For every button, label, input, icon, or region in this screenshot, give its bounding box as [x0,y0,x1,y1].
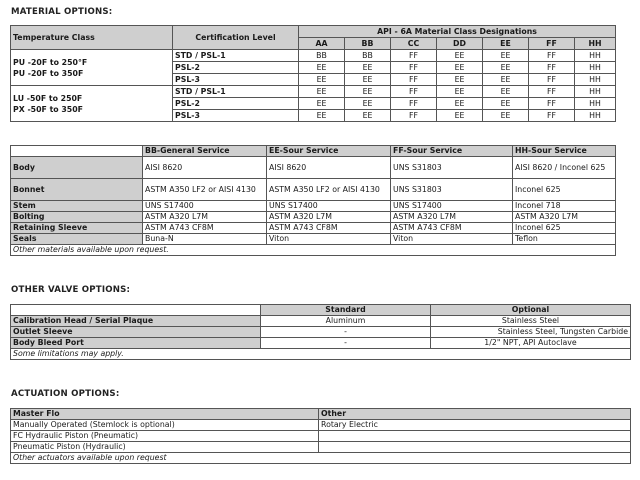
class-cell: HH [575,98,616,110]
class-cell: FF [529,74,575,86]
certification-cell: STD / PSL-1 [173,50,299,62]
other-valve-options-table [10,304,631,360]
class-cell: HH [575,110,616,122]
temperature-group [11,50,173,86]
material-cell: ASTM A350 LF2 or AISI 4130 [143,179,267,201]
standard-cell: - [261,338,431,349]
material-cell: UNS S31803 [391,179,513,201]
material-cell: ASTM A743 CF8M [391,223,513,234]
class-cell: EE [483,110,529,122]
standard-cell: - [261,327,431,338]
material-cell: Inconel 625 [513,223,616,234]
part-name: Stem [11,201,143,212]
valve-table-corner [11,305,261,316]
class-header: DD [437,38,483,50]
other-valve-options-title: OTHER VALVE OPTIONS: [11,285,131,295]
service-table-note: Other materials available upon request. [11,245,616,256]
class-header: HH [575,38,616,50]
material-cell: AISI 8620 / Inconel 625 [513,157,616,179]
class-cell: EE [345,62,391,74]
valve-options-note: Some limitations may apply. [11,349,631,360]
actuator-cell: Rotary Electric [319,420,631,431]
class-cell: EE [299,98,345,110]
class-cell: EE [437,50,483,62]
actuator-cell [319,442,631,453]
material-cell: UNS S31803 [391,157,513,179]
material-cell: Viton [391,234,513,245]
class-header: AA [299,38,345,50]
class-cell: FF [529,62,575,74]
class-cell: EE [299,74,345,86]
class-cell: EE [483,74,529,86]
certification-cell: PSL-3 [173,74,299,86]
service-table-corner [11,146,143,157]
part-name: Bonnet [11,179,143,201]
part-name: Bolting [11,212,143,223]
material-cell: ASTM A320 L7M [513,212,616,223]
option-name: Outlet Sleeve [11,327,261,338]
class-cell: EE [437,98,483,110]
class-cell: FF [529,110,575,122]
temperature-group [11,86,173,122]
optional-cell: 1/2" NPT, API Autoclave [431,338,631,349]
material-cell: Buna-N [143,234,267,245]
option-name: Calibration Head / Serial Plaque [11,316,261,327]
class-cell: EE [299,86,345,98]
class-cell: EE [299,110,345,122]
other-header: Other [319,409,631,420]
service-materials-table [10,145,616,256]
actuator-cell: FC Hydraulic Piston (Pneumatic) [11,431,319,442]
class-cell: EE [437,86,483,98]
certification-cell: PSL-3 [173,110,299,122]
optional-cell: Stainless Steel [431,316,631,327]
actuator-cell: Manually Operated (Stemlock is optional) [11,420,319,431]
class-cell: HH [575,74,616,86]
class-cell: FF [391,74,437,86]
class-cell: EE [299,62,345,74]
class-header: CC [391,38,437,50]
material-cell: ASTM A350 LF2 or AISI 4130 [267,179,391,201]
material-cell: ASTM A320 L7M [267,212,391,223]
certification-level-header: Certification Level [173,26,299,50]
class-cell: FF [391,50,437,62]
class-cell: FF [529,98,575,110]
part-name: Seals [11,234,143,245]
material-cell: UNS S17400 [267,201,391,212]
certification-cell: STD / PSL-1 [173,86,299,98]
class-cell: EE [345,86,391,98]
material-cell: AISI 8620 [267,157,391,179]
class-cell: FF [529,86,575,98]
class-cell: EE [483,86,529,98]
class-cell: FF [391,98,437,110]
class-cell: FF [391,110,437,122]
class-cell: HH [575,86,616,98]
material-options-title: MATERIAL OPTIONS: [11,7,113,17]
part-name: Body [11,157,143,179]
class-header: BB [345,38,391,50]
certification-cell: PSL-2 [173,62,299,74]
class-cell: EE [483,98,529,110]
optional-header: Optional [431,305,631,316]
class-cell: EE [437,110,483,122]
service-header: HH-Sour Service [513,146,616,157]
material-cell: AISI 8620 [143,157,267,179]
temperature-range: PU -20F to 350F [13,68,84,78]
class-cell: EE [345,110,391,122]
standard-cell: Aluminum [261,316,431,327]
class-cell: BB [299,50,345,62]
class-header: EE [483,38,529,50]
material-cell: ASTM A743 CF8M [143,223,267,234]
service-header: EE-Sour Service [267,146,391,157]
class-cell: EE [483,50,529,62]
class-cell: EE [483,62,529,74]
master-flo-header: Master Flo [11,409,319,420]
temperature-class-header: Temperature Class [11,26,173,50]
service-header: FF-Sour Service [391,146,513,157]
material-class-table [10,25,616,122]
actuation-options-title: ACTUATION OPTIONS: [11,389,120,399]
class-cell: FF [391,86,437,98]
material-cell: Inconel 718 [513,201,616,212]
temperature-range: PX -50F to 350F [13,104,83,114]
optional-cell: Stainless Steel, Tungsten Carbide [431,327,631,338]
class-cell: EE [437,74,483,86]
class-cell: FF [529,50,575,62]
material-cell: ASTM A320 L7M [143,212,267,223]
option-name: Body Bleed Port [11,338,261,349]
material-cell: Viton [267,234,391,245]
service-header: BB-General Service [143,146,267,157]
class-cell: BB [345,50,391,62]
temperature-range: LU -50F to 250F [13,93,83,103]
part-name: Retaining Sleeve [11,223,143,234]
class-header: FF [529,38,575,50]
class-cell: EE [345,74,391,86]
material-cell: Inconel 625 [513,179,616,201]
class-cell: HH [575,50,616,62]
class-cell: EE [345,98,391,110]
material-cell: UNS S17400 [391,201,513,212]
actuation-options-table [10,408,631,464]
certification-cell: PSL-2 [173,98,299,110]
material-cell: Teflon [513,234,616,245]
api-class-header: API - 6A Material Class Designations [299,26,616,38]
temperature-range: PU -20F to 250°F [13,57,88,67]
class-cell: FF [391,62,437,74]
class-cell: EE [437,62,483,74]
actuator-cell [319,431,631,442]
material-cell: ASTM A743 CF8M [267,223,391,234]
class-cell: HH [575,62,616,74]
standard-header: Standard [261,305,431,316]
material-cell: UNS S17400 [143,201,267,212]
actuation-note: Other actuators available upon request [11,453,631,464]
actuator-cell: Pneumatic Piston (Hydraulic) [11,442,319,453]
material-cell: ASTM A320 L7M [391,212,513,223]
